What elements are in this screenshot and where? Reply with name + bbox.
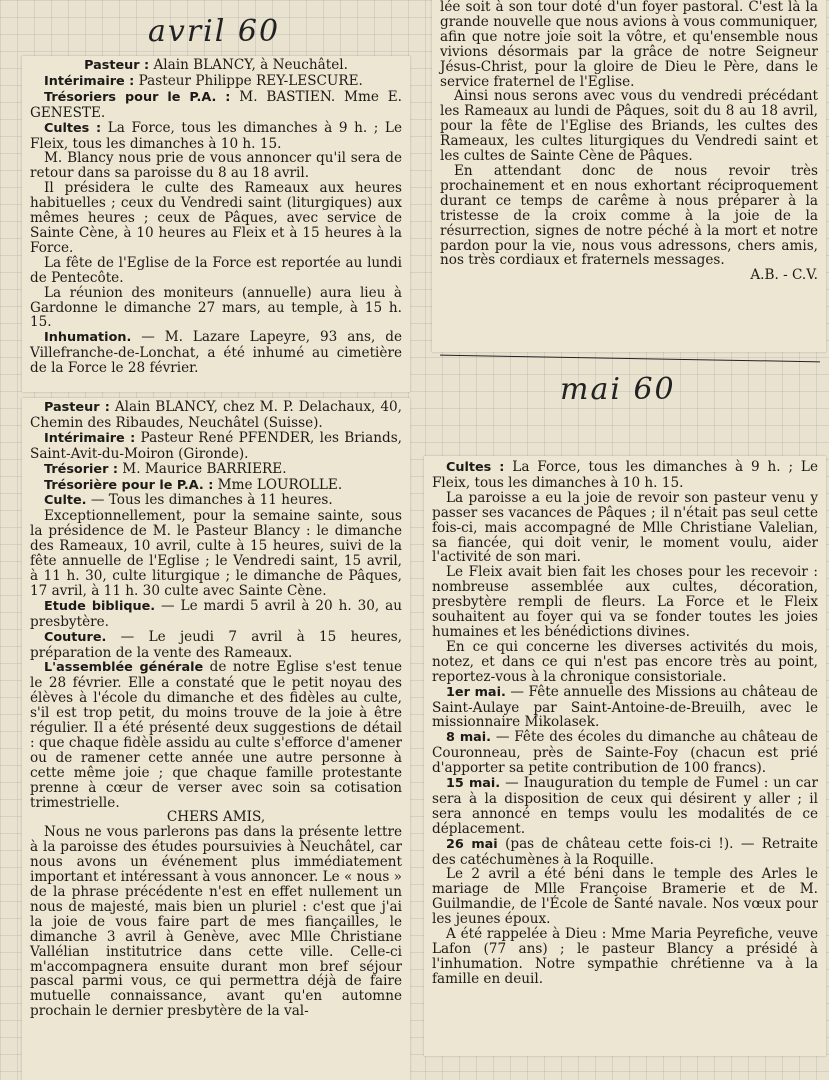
paragraph-text: Le 2 avril a été béni dans le temple des Arles le mariage de Mlle Françoise Bramerie et de M. Guilmandie, de l'École de Santé navale. Nos vœux pour les jeunes époux. [432, 866, 818, 928]
paragraph [30, 330, 402, 376]
paragraph [30, 509, 402, 598]
paragraph-text: Le Fleix avait bien fait les choses pour les recevoir : nombreuse assemblée aux cultes, décoration, presbytère rempli de fleurs. La Force et le Fleix souhaitent au foyer qui va se fonder toutes les joies humaines et les bénédictions divines. [432, 564, 818, 640]
paragraph [440, 0, 818, 89]
paragraph [432, 776, 818, 837]
paragraph-heading: L'assemblée générale [44, 660, 204, 676]
paragraph [432, 685, 818, 731]
paragraph-text: — Le jeudi 7 avril à 15 heures, préparation de la vente des Rameaux. [30, 628, 402, 661]
paragraph [432, 491, 818, 566]
paragraph-text: La paroisse a eu la joie de revoir son pasteur venu y passer ses vacances de Pâques ; il n'était pas seul cette fois-ci, mais accompagné de Mlle Christiane Valelian, sa fiancée, qui doit venir, le moment voulu, aider l'activité de son mari. [432, 489, 818, 566]
clipping-may-la-force [424, 456, 826, 1056]
paragraph-text: Pasteur Philippe REY-LESCURE. [134, 72, 363, 89]
paragraph-text: La Force, tous les dimanches à 9 h. ; Le Fleix, tous les dimanches à 10 h. 15. [432, 459, 818, 491]
paragraph-text: lée soit à son tour doté d'un foyer pastoral. C'est là la grande nouvelle que nous avions à vous communiquer, afin que notre joie soit la vôtre, et qu'ensemble nous vivions désormais par la grâce de notre Seigneur Jésus-Christ, pour la gloire de Dieu le Père, dans le service fraternel de l'Eglise. [440, 0, 818, 90]
paragraph-text: CHERS AMIS, [166, 809, 266, 826]
paragraph-text: — Inauguration du temple de Fumel : un car sera à la disposition de ceux qui désirent y aller ; il sera annoncé en temps voulu les modalités de ce déplacement. [432, 775, 819, 837]
paragraph-text: de notre Eglise s'est tenue le 28 février. Elle a constaté que le petit noyau des élèves à l'école du dimanche et des fidèles au culte, s'il est trop petit, du moins trouve de la joie à être régulier. Il a été présenté deux suggestions de détail : que chaque fidèle assidu au culte s'efforce d'amener ou de ramener cette année une autre personne à cette même joie ; que chaque famille protestante prenne à cœur de verser avec soin sa cotisation trimestrielle. [30, 659, 402, 811]
paragraph [440, 268, 818, 283]
paragraph-text: (pas de château cette fois-ci !). — Retraite des catéchumènes à la Roquille. [432, 835, 819, 868]
paragraph [30, 660, 402, 810]
paragraph-text: M. BASTIEN. Mme E. GENESTE. [30, 88, 402, 121]
paragraph [30, 478, 402, 494]
paragraph-text: — Fête annuelle des Missions au château de Saint-Aulaye par Saint-Antoine-de-Breuilh, avec le missionnaire Mikolasek. [432, 683, 818, 731]
handwritten-date-avril: avril 60 [148, 14, 281, 49]
paragraph-heading: Etude biblique. [44, 598, 156, 614]
handwritten-date-mai: mai 60 [560, 372, 676, 407]
paragraph-text: Exceptionnellement, pour la semaine sainte, sous la présidence de M. le Pasteur Blancy : le dimanche des Rameaux, 10 avril, culte à 15 heures, suivi de la fête annuelle de l'Eglise ; le Vendredi saint, 15 avril, à 11 h. 30, culte liturgique ; le dimanche de Pâques, 17 avril, à 11 h. 30 culte avec Sainte Cène. [30, 508, 402, 599]
paragraph-heading: 8 mai. [446, 730, 492, 746]
paragraph [432, 837, 818, 868]
paragraph [30, 90, 402, 121]
paragraph-heading: 26 mai [446, 836, 498, 852]
paragraph-heading: Cultes : [446, 460, 505, 475]
paragraph-heading: Trésorier : [44, 461, 118, 477]
paragraph-heading: Intérimaire : [44, 430, 136, 446]
paragraph [30, 400, 402, 431]
paragraph-heading: 1er mai. [446, 684, 506, 700]
paragraph-text: A.B. - C.V. [750, 267, 818, 284]
paragraph-text: A été rappelée à Dieu : Mme Maria Peyrefiche, veuve Lafon (77 ans) ; le pasteur Blancy a présidé à l'inhumation. Notre sympathie chrétienne va à la famille en deuil. [432, 926, 818, 987]
paragraph-text: — Tous les dimanches à 11 heures. [86, 492, 333, 509]
paragraph [30, 493, 402, 509]
paragraph [30, 431, 402, 462]
paragraph-heading: Inhumation. [44, 330, 132, 346]
paragraph-text: — Fête des écoles du dimanche au château de Couronneau, près de Sainte-Foy (chacun est prié d'apporter sa petite contribution de 100 francs). [432, 729, 818, 777]
paragraph-heading: Cultes : [44, 120, 102, 136]
paragraph [432, 565, 818, 640]
paragraph-text: La réunion des moniteurs (annuelle) aura lieu à Gardonne le dimanche 27 mars, au temple, à 15 h. 15. [30, 284, 402, 331]
paragraph [440, 89, 818, 164]
paragraph-heading: Couture. [44, 629, 107, 645]
paragraph-text: En attendant donc de nous revoir très prochainement et en nous exhortant réciproquement durant ce temps de carême à nous préparer à la tristesse de la croix comme à la joie de la résurrection, signes de notre péché à la mort et notre pardon pour la vie, nous vous adressons, chers amis, nos très cordiaux et fraternels messages. [440, 162, 818, 269]
paragraph [30, 74, 402, 90]
paragraph-text: Alain BLANCY, chez M. P. Delachaux, 40, Chemin des Ribaudes, Neuchâtel (Suisse). [30, 399, 402, 431]
paragraph [30, 630, 402, 661]
paragraph-text: — M. Lazare Lapeyre, 93 ans, de Villefranche-de-Lonchat, a été inhumé au cimetière de la Force le 28 février. [30, 329, 402, 377]
paragraph-heading: Culte. [44, 493, 87, 509]
paragraph-text: Pasteur René PFENDER, les Briands, Saint-Avit-du-Moiron (Gironde). [30, 429, 402, 462]
paragraph-heading: Trésorière pour le P.A. : [44, 477, 214, 493]
paragraph-heading: Intérimaire : [44, 73, 135, 89]
clipping-april-letter-continued [432, 0, 826, 352]
paragraph [30, 58, 402, 74]
paragraph-heading: Trésoriers pour le P.A. : [44, 89, 231, 105]
paragraph [432, 730, 818, 776]
clipping-april-briands [22, 398, 410, 1080]
paragraph [30, 286, 402, 331]
paragraph [432, 867, 818, 927]
paragraph-text: — Le mardi 5 avril à 20 h. 30, au presbytère. [30, 597, 402, 630]
paragraph [30, 462, 402, 478]
paragraph-text: En ce qui concerne les diverses activités du mois, notez, et dans ce qui n'est pas encore très au point, reportez-vous à la chronique consistoriale. [432, 638, 818, 685]
paragraph-text: M. Maurice BARRIERE. [117, 460, 287, 477]
paragraph [432, 460, 818, 491]
paragraph-text: Il présidera le culte des Rameaux aux heures habituelles ; ceux du Vendredi saint (liturgiques) aux mêmes heures ; ceux de Pâques, avec service de Sainte Cène, à 10 heures au Fleix et à 15 heures à la Force. [30, 180, 402, 256]
paragraph-text: M. Blancy nous prie de vous annoncer qu'il sera de retour dans sa paroisse du 8 au 18 avril. [30, 150, 402, 182]
paragraph [30, 181, 402, 256]
paragraph-text: Ainsi nous serons avec vous du vendredi précédant les Rameaux au lundi de Pâques, soit du 8 au 18 avril, pour la fête de l'Eglise des Briands, les cultes des Rameaux, les cultes liturgiques du Vendredi saint et les cultes de Sainte Cène de Pâques. [440, 88, 818, 165]
paragraph-text: La Force, tous les dimanches à 9 h. ; Le Fleix, tous les dimanches à 10 h. 15. [30, 119, 403, 152]
paragraph-text: Nous ne vous parlerons pas dans la présente lettre à la paroisse des études poursuivies à Neuchâtel, car nous avons un événement plus immédiatement important et intéressant à vous annoncer. Le « nous » de la phrase précédente n'est en effet nullement un nous de majesté, mais bien un pluriel : c'est que j'ai la joie de vous faire part de mes fiançailles, le dimanche 3 avril à Genève, avec Mlle Christiane Vallélian institutrice dans cette ville. Celle-ci m'accompagnera ensuite durant mon bref séjour pascal parmi vous, ce qui permettra déjà de faire mutuelle connaissance, avant qu'en automne prochain le dernier presbytère de la val- [30, 824, 402, 1020]
paragraph [30, 151, 402, 181]
paragraph-heading: 15 mai. [446, 776, 501, 792]
paragraph-heading: Pasteur : [84, 58, 150, 73]
paragraph-text: La fête de l'Eglise de la Force est reportée au lundi de Pentecôte. [30, 254, 402, 286]
paragraph [30, 256, 402, 286]
paragraph [30, 599, 402, 630]
paragraph [432, 927, 818, 987]
paragraph-heading: Pasteur : [44, 400, 110, 415]
paragraph [30, 825, 402, 1019]
ink-line [440, 355, 820, 363]
paragraph [30, 121, 402, 152]
paragraph [30, 810, 402, 825]
clipping-april-la-force [22, 56, 410, 392]
paragraph [440, 164, 818, 268]
paragraph-text: Mme LOUROLLE. [213, 476, 343, 493]
paragraph [432, 640, 818, 685]
paragraph-text: Alain BLANCY, à Neuchâtel. [149, 57, 348, 73]
